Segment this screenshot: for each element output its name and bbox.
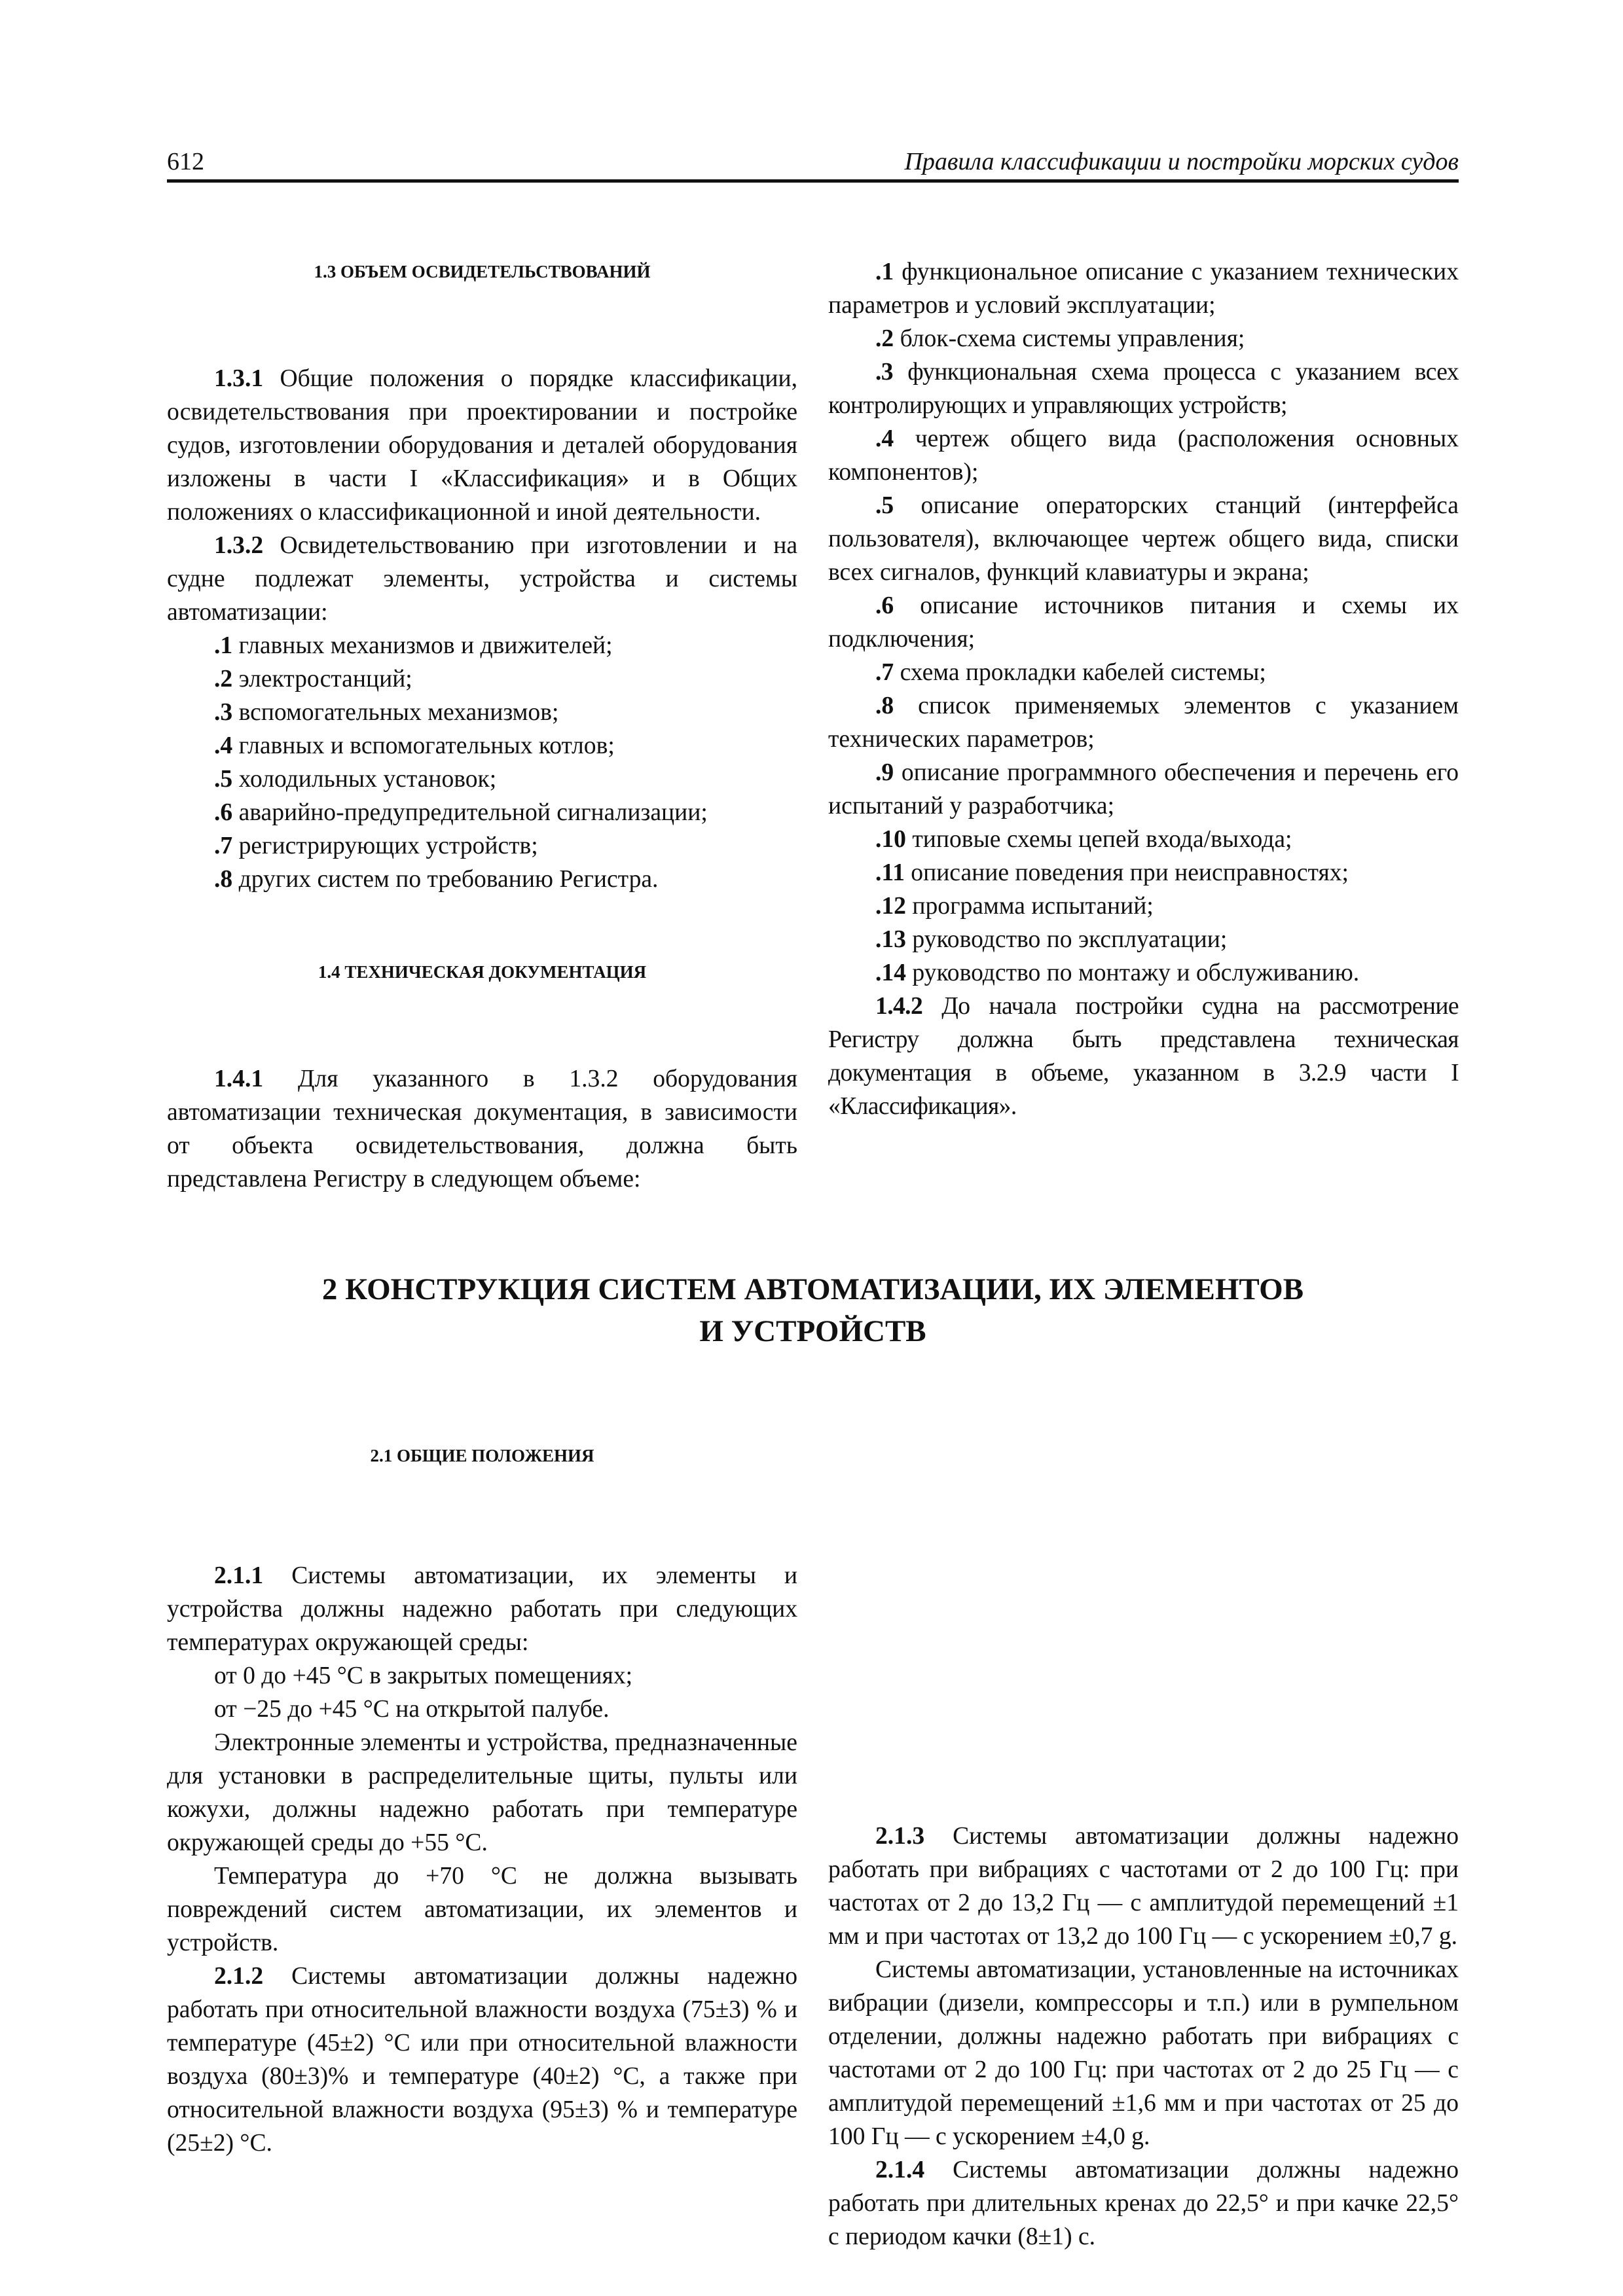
chapter-title-line-2: И УСТРОЙСТВ [699, 1314, 926, 1348]
list-item [828, 589, 1459, 656]
section-heading-1-3: 1.3 ОБЪЕМ ОСВИДЕТЕЛЬСТВОВАНИЙ [314, 262, 651, 281]
item-text: руководство по эксплуатации; [905, 926, 1228, 953]
item-text: блок-схема системы управления; [894, 325, 1245, 352]
paragraph-max-temperature: Температура до +70 °С не должна вызывать повреждений систем автоматизации, их элементов и устройств. [167, 1863, 797, 1956]
lower-right-column [828, 1820, 1459, 2253]
clause-number: 2.1.4 [875, 2157, 925, 2183]
item-number: .6 [214, 799, 233, 826]
clause-number: 2.1.1 [214, 1562, 264, 1589]
list-item [828, 689, 1459, 756]
page-header [167, 145, 1459, 182]
paragraph-1-3-2 [167, 529, 797, 629]
item-number: .3 [214, 699, 233, 726]
running-title: Правила классификации и постройки морских судов [904, 148, 1459, 175]
clause-text: Системы автоматизации должны надежно работать при относительной влажности воздуха (75±3) % и температуре (45±2) °С или при относительной влажности воздуха (80±3)% и температуре (40±2) °С, а также при относительной влажности воздуха (95±3) % и температуре (25±2) °С. [167, 1963, 797, 2157]
clause-text: Для указанного в 1.3.2 оборудования автоматизации техническая документация, в зависимости от объекта освидетельствования, должна быть представлена Регистру в следующем объеме: [167, 1066, 797, 1193]
paragraph-2-1-1 [167, 1559, 797, 1659]
item-number: .9 [875, 759, 894, 786]
item-number: .11 [875, 859, 905, 886]
item-text: функциональная схема процесса с указанием всех контролирующих и управляющих устройств; [828, 359, 1459, 419]
upper-right-column [828, 255, 1459, 1123]
item-number: .2 [875, 325, 894, 352]
clause-number: 2.1.2 [214, 1963, 264, 1990]
item-number: .5 [214, 766, 233, 793]
item-text: чертеж общего вида (расположения основных компонентов); [828, 425, 1459, 486]
paragraph-2-1-3 [828, 1820, 1459, 1953]
clause-number: 1.3.2 [214, 532, 264, 559]
item-text: описание операторских станций (интерфейса пользователя), включающее чертеж общего вида, списки всех сигналов, функций клавиатуры и экрана; [828, 492, 1459, 586]
item-number: .5 [875, 492, 894, 519]
list-item [167, 762, 797, 796]
item-number: .4 [214, 732, 233, 759]
paragraph-2-1-2 [167, 1960, 797, 2160]
item-number: .14 [875, 960, 906, 986]
item-text: функциональное описание с указанием технических параметров и условий эксплуатации; [828, 259, 1459, 319]
item-text: описание программного обеспечения и перечень его испытаний у разработчика; [828, 759, 1459, 819]
header-rule [167, 179, 1459, 183]
paragraph-2-1-4 [828, 2153, 1459, 2253]
item-text: электростанций; [232, 666, 412, 692]
item-number: .4 [875, 425, 894, 452]
clause-text: Системы автоматизации должны надежно работать при вибрациях с частотами от 2 до 100 Гц: при частотах от 2 до 13,2 Гц — с амплитудой перемещений ±1 мм и при частотах от 13,2 до 100 Гц — с ускорением ±0,7 g. [828, 1823, 1459, 1950]
list-item [828, 489, 1459, 589]
list-item [167, 863, 797, 896]
item-text: программа испытаний; [905, 893, 1154, 920]
item-number: .7 [875, 659, 894, 686]
paragraph-1-4-1 [167, 1062, 797, 1196]
item-number: .1 [214, 632, 233, 659]
item-number: .1 [875, 259, 894, 285]
item-number: .8 [875, 692, 894, 719]
item-text: руководство по монтажу и обслуживанию. [905, 960, 1360, 986]
clause-number: 1.4.2 [875, 993, 923, 1020]
list-item [828, 956, 1459, 990]
list-item [828, 656, 1459, 689]
clause-text: До начала постройки судна на рассмотрение Регистру должна быть представлена техническая документация в объеме, указанном в 3.2.9 части I «Классификация». [828, 993, 1459, 1120]
lower-left-column [167, 1443, 797, 2160]
item-text: вспомогательных механизмов; [232, 699, 559, 726]
list-item [828, 322, 1459, 355]
temperature-range-open-deck: от −25 до +45 °С на открытой палубе. [214, 1696, 610, 1723]
list-item [167, 796, 797, 829]
temperature-range-enclosed: от 0 до +45 °С в закрытых помещениях; [214, 1662, 633, 1689]
item-number: .6 [875, 592, 894, 619]
list-item [167, 629, 797, 662]
clause-text: Системы автоматизации должны надежно работать при длительных кренах до 22,5° и при качке 22,5° с периодом качки (8±1) с. [828, 2157, 1459, 2250]
page-number: 612 [167, 148, 204, 175]
item-number: .12 [875, 893, 906, 920]
clause-text: Общие положения о порядке классификации, освидетельствования при проектировании и постройке судов, изготовлении оборудования и деталей оборудования изложены в части I «Классификация» и в Общих положениях о классификационной и иной деятельности. [167, 365, 797, 526]
item-text: список применяемых элементов с указанием технических параметров; [828, 692, 1459, 753]
list-item [828, 255, 1459, 322]
clause-number: 1.3.1 [214, 365, 264, 392]
list-item [167, 662, 797, 696]
list-item [828, 422, 1459, 489]
paragraph-electronic-elements: Электронные элементы и устройства, предназначенные для установки в распределительные щиты, пульты или кожухи, должны надежно работать при температуре окружающей среды до +55 °С. [167, 1729, 797, 1856]
item-text: холодильных установок; [232, 766, 497, 793]
upper-left-column [167, 259, 797, 1196]
item-number: .13 [875, 926, 906, 953]
item-number: .8 [214, 866, 233, 893]
section-heading-1-4: 1.4 ТЕХНИЧЕСКАЯ ДОКУМЕНТАЦИЯ [318, 962, 647, 982]
clause-text: Системы автоматизации, их элементы и устройства должны надежно работать при следующих температурах окружающей среды: [167, 1562, 797, 1656]
item-text: аварийно-предупредительной сигнализации; [232, 799, 708, 826]
item-text: типовые схемы цепей входа/выхода; [905, 826, 1292, 853]
paragraph-vibration-sources: Системы автоматизации, установленные на источниках вибрации (дизели, компрессоры и т.п.) или в румпельном отделении, должны надежно работать при вибрациях с частотами от 2 до 100 Гц: при частотах от 2 до 25 Гц — с амплитудой перемещений ±1,6 мм и при частотах от 25 до 100 Гц — с ускорением ±4,0 g. [828, 1956, 1459, 2150]
item-text: схема прокладки кабелей системы; [894, 659, 1266, 686]
item-text: регистрирующих устройств; [232, 833, 538, 859]
list-item [828, 756, 1459, 823]
item-text: описание поведения при неисправностях; [904, 859, 1349, 886]
clause-number: 2.1.3 [875, 1823, 925, 1850]
paragraph-1-4-2 [828, 990, 1459, 1123]
section-heading-2-1: 2.1 ОБЩИЕ ПОЛОЖЕНИЯ [370, 1446, 594, 1465]
list-item [167, 829, 797, 863]
item-number: .7 [214, 833, 233, 859]
list-item [167, 729, 797, 762]
list-item [167, 696, 797, 729]
item-number: .3 [875, 359, 893, 386]
list-item [828, 355, 1459, 422]
clause-text: Освидетельствованию при изготовлении и на судне подлежат элементы, устройства и системы автоматизации: [167, 532, 797, 626]
item-number: .2 [214, 666, 233, 692]
chapter-title [167, 1268, 1459, 1352]
paragraph-1-3-1 [167, 362, 797, 529]
list-item [828, 923, 1459, 956]
list-item [828, 823, 1459, 856]
item-number: .10 [875, 826, 906, 853]
list-item [828, 856, 1459, 889]
item-text: других систем по требованию Регистра. [232, 866, 659, 893]
chapter-title-line-1: 2 КОНСТРУКЦИЯ СИСТЕМ АВТОМАТИЗАЦИИ, ИХ ЭЛЕМЕНТОВ [321, 1272, 1304, 1306]
item-text: главных и вспомогательных котлов; [232, 732, 615, 759]
clause-number: 1.4.1 [214, 1066, 264, 1092]
list-item [828, 889, 1459, 923]
item-text: описание источников питания и схемы их подключения; [828, 592, 1459, 653]
item-text: главных механизмов и движителей; [232, 632, 613, 659]
